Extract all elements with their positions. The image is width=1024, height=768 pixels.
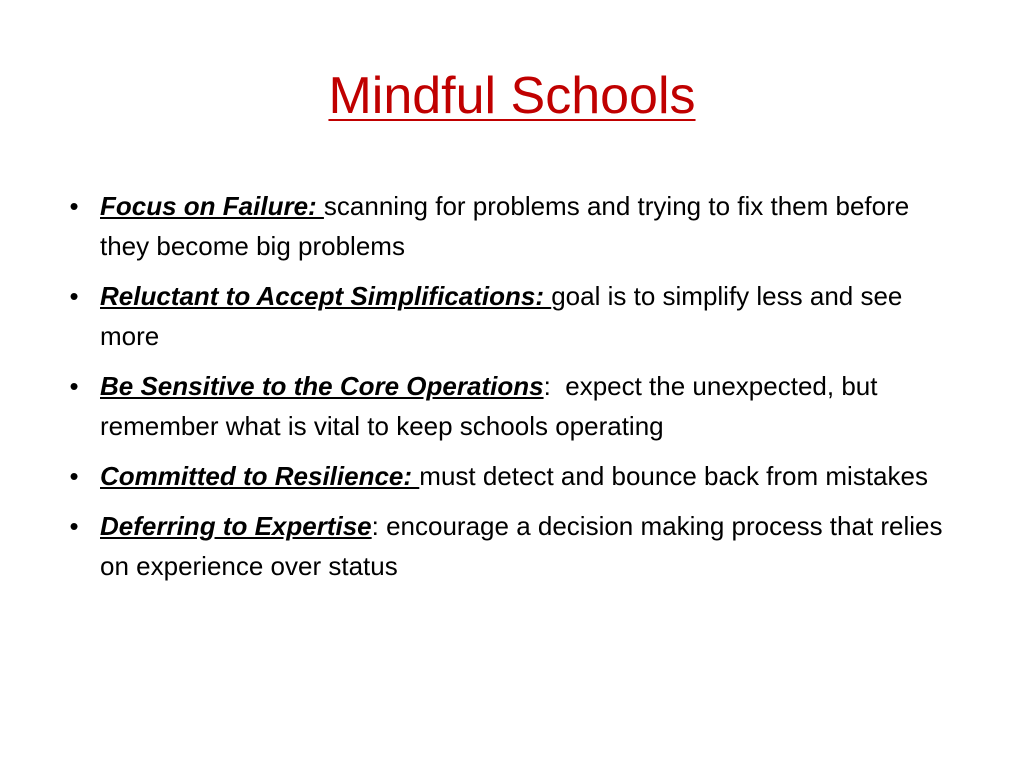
slide-title: Mindful Schools [328,67,696,125]
bullet-term: Committed to Resilience: [100,461,420,491]
bullet-dot-icon: • [69,281,79,311]
bullet-dot-icon: • [69,511,79,541]
bullet-text: encourage a decision making process that relies on experience over status [100,511,943,581]
bullet-item-committed-to-resilience [64,456,964,496]
bullet-separator: : [543,371,566,401]
bullet-dot-icon: • [69,461,79,491]
bullet-list [64,186,964,596]
bullet-text: scanning for problems and trying to fix them before they become big problems [100,191,910,261]
bullet-term: Focus on Failure: [100,191,324,221]
bullet-dot-icon: • [69,191,79,221]
bullet-item-be-sensitive-to-core-operations [64,366,964,446]
bullet-separator: : [371,511,387,541]
bullet-dot-icon: • [69,371,79,401]
bullet-item-deferring-to-expertise [64,506,964,586]
bullet-term: Reluctant to Accept Simplifications: [100,281,552,311]
bullet-item-reluctant-to-accept-simplifications [64,276,964,356]
bullet-text: goal is to simplify less and see more [100,281,903,351]
bullet-term: Be Sensitive to the Core Operations [100,371,544,401]
bullet-text: must detect and bounce back from mistakes [419,461,928,491]
bullet-text: expect the unexpected, but remember what is vital to keep schools operating [100,371,878,441]
bullet-item-focus-on-failure [64,186,964,266]
bullet-term: Deferring to Expertise [100,511,372,541]
